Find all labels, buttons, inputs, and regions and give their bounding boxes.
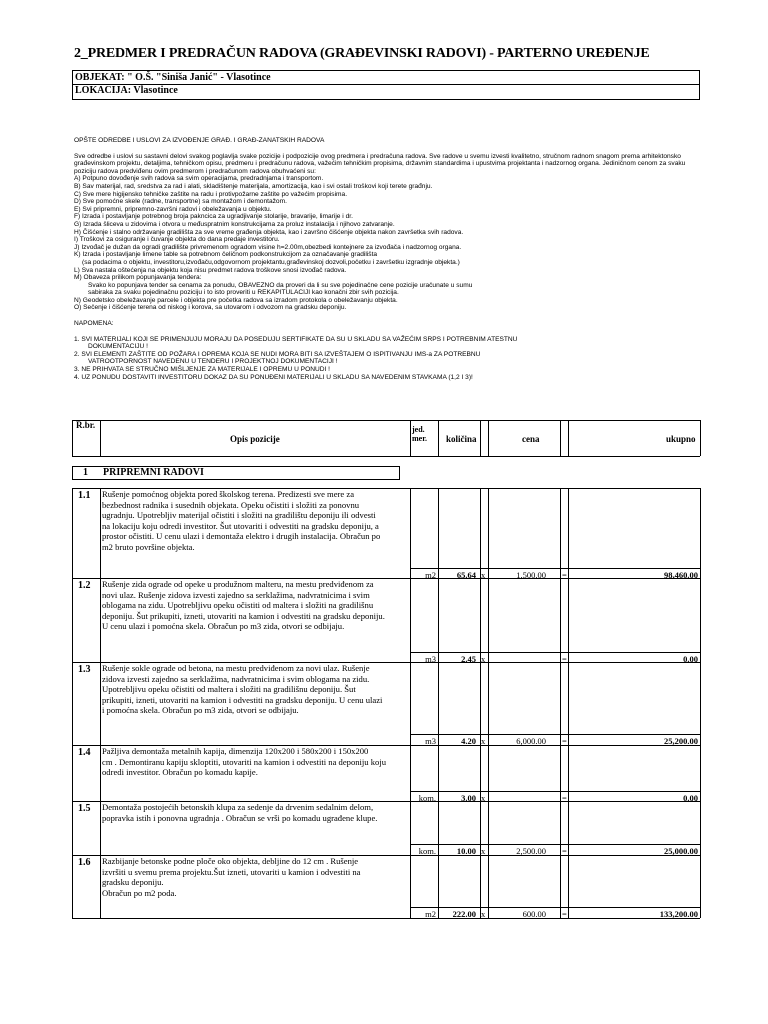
grid-line	[560, 578, 561, 662]
row-equals: =	[562, 654, 567, 664]
row-number: 1.4	[78, 747, 91, 758]
grid-line	[560, 745, 561, 801]
condition-item: A) Potpuno dovođenje svih radova sa svim operacijama, predradnjama i transportom.	[74, 175, 324, 183]
grid-line	[410, 855, 411, 918]
row-equals: =	[562, 793, 567, 803]
row-multiply: x	[481, 570, 486, 580]
row-total: 133,200.00	[659, 909, 698, 919]
grid-line	[560, 662, 561, 745]
row-description: gradsku deponiju.	[102, 877, 164, 887]
grid-line	[438, 578, 439, 662]
grid-line	[488, 801, 489, 855]
grid-line	[410, 488, 411, 578]
grid-line	[700, 420, 701, 456]
row-description: Razbijanje betonske podne ploče oko objekta, debljine do 12 cm . Rušenje	[102, 856, 359, 866]
grid-line	[480, 578, 481, 662]
grid-line	[568, 662, 569, 745]
row-description: na lokaciju koju odredi investitor. Šut utovariti i odvestiti na gradsku deponiju, a	[102, 520, 379, 531]
condition-item: sabiraka za svaku pojedinačnu poziciju i to isto proveriti u REKAPITULACIJI kao konačni zbir svih pozicija.	[88, 289, 399, 297]
row-unit: m2	[425, 570, 436, 580]
row-description: izvršiti u svemu prema projektu.Šut izneti, utovariti u kamion i odvestiti na	[102, 866, 361, 877]
grid-line	[410, 844, 700, 845]
row-unit: kom.	[418, 793, 436, 803]
grid-line	[72, 456, 700, 457]
row-total: 25,000.00	[664, 846, 698, 856]
row-description: ugradnju. Upotrebljiv materijal očistiti i složiti na gradilištu deponiju ili odvesti	[102, 510, 376, 520]
section-box	[72, 466, 400, 480]
row-price: 1,500.00	[516, 570, 546, 580]
condition-item: E) Svi pripremni, pripremno-završni radovi i obeležavanja u objektu.	[74, 205, 272, 213]
grid-line	[410, 907, 700, 908]
row-total: 98,460.00	[664, 570, 698, 580]
grid-line	[72, 420, 73, 456]
grid-line	[488, 855, 489, 918]
row-description: Rušenje zida ograde od opeke u produžnom malteru, na mestu predviđenom za	[102, 579, 374, 589]
condition-item: (sa podacima o objektu, investitoru,izvođaču,odgovornom projektantu,građevinskoj dozvoli,početku i završetku izgradnje objekta.)	[82, 258, 460, 266]
row-total: 25,200.00	[664, 736, 698, 746]
grid-line	[700, 578, 701, 662]
row-description: bezbednost radnika i susednih objekata. Opeku očistiti i složiti za ponovnu	[102, 499, 360, 510]
row-multiply: x	[481, 654, 486, 664]
grid-line	[100, 855, 101, 918]
note-item: 4. UZ PONUDU DOSTAVITI INVESTITORU DOKAZ DA SU PONUĐENI MATERIJALI U SKLADU SA NAVEDENIM STAVKAMA (1,2 I 3)!	[74, 373, 473, 381]
grid-line	[488, 662, 489, 745]
page-title: 2_PREDMER I PREDRAČUN RADOVA (GRAĐEVINSKI RADOVI) - PARTERNO UREĐENJE	[74, 46, 650, 61]
grid-line	[100, 801, 101, 855]
grid-line	[410, 568, 700, 569]
row-description: deponiju. Šut prikupiti, izneti, utovariti na kamion i odvestiti na gradsku deponiju.	[102, 610, 385, 621]
row-unit: kom.	[418, 846, 436, 856]
general-intro: Sve odredbe i uslovi su sastavni delovi svakog poglavlja svake pozicije i podpozicije ovog predmera i predračuna radova. Sve radove u svemu izvesti kvalitetno, stručnom radnom snagom prema arhitektonsko građevinskom projektu, detaljima, tehničkom opisu, predmeru i predračunu radova, važećim tehničkim propisima, državnim standardima i upustvima projektanta i nadzornog organa. Jediničnom cenom za svaku poziciju radova predviđenu ovim predmerom i predračunom radova obuhvaćeni su:	[74, 152, 686, 175]
grid-line	[700, 488, 701, 578]
objekat-label: OBJEKAT: " O.Š. "Siniša Janić" - Vlasotince	[75, 72, 271, 83]
row-description: popravka istih i ponovna ugradnja . Obračun se vrši po komadu ugrađene klupe.	[102, 812, 378, 823]
condition-item: K) Izrada i postavljanje limene table sa potrebnom čeličnom podkonstrukcijom za označavanje gradilišta	[74, 251, 378, 259]
row-description: Demontaža postojećih betonskih klupa za sedenje da drvenim sedalnim delom,	[102, 802, 374, 812]
grid-line	[72, 488, 73, 578]
grid-line	[488, 488, 489, 578]
header-kolicina: količina	[446, 434, 477, 444]
condition-item: M) Obaveza prilikom popunjavanja tendera:	[74, 274, 202, 282]
row-multiply: x	[481, 793, 486, 803]
grid-line	[488, 745, 489, 801]
grid-line	[568, 578, 569, 662]
grid-line	[488, 420, 489, 456]
grid-line	[568, 420, 569, 456]
lokacija-label: LOKACIJA: Vlasotince	[75, 85, 178, 96]
row-total: 0.00	[683, 793, 698, 803]
condition-item: N) Geodetsko obeležavanje parcele i objekta pre početka radova sa izradom protokola o obeležavanju objekta.	[74, 296, 398, 304]
row-quantity: 3.00	[461, 793, 476, 803]
note-item: VATROOTPORNOST NAVEDENU U TENDERU I PROJEKTNOJ DOKUMENTACIJI !	[88, 358, 338, 366]
row-description: odredi investitor. Obračun po komadu kapije.	[102, 767, 258, 777]
condition-item: I) Troškovi za osiguranje i čuvanje objekta do dana predaje investitoru.	[74, 236, 280, 244]
row-description: prikupiti, izneti, utovariti na kamion i odvestiti na gradsku deponiju. U cenu ulazi	[102, 694, 383, 705]
grid-line	[700, 801, 701, 855]
grid-line	[410, 662, 411, 745]
grid-line	[100, 420, 101, 456]
napomena-heading: NAPOMENA:	[74, 320, 114, 328]
grid-line	[560, 488, 561, 578]
condition-item: D) Sve pomoćne skele (radne, transportne) sa montažom i demontažom.	[74, 198, 287, 206]
grid-line	[700, 662, 701, 745]
grid-line	[480, 662, 481, 745]
row-multiply: x	[481, 736, 486, 746]
estimate-table	[72, 420, 700, 918]
note-item: 1. SVI MATERIJALI KOJI SE PRIMENJUJU MORAJU DA POSEDUJU SERTIFIKATE DA SU U SKLADU SA VAŽEĆIM SRPS I POTREBNIM ATESTNU	[74, 335, 518, 343]
row-total: 0.00	[683, 654, 698, 664]
row-description: m2 bruto površine objekta.	[102, 541, 195, 552]
row-price: 2,500.00	[516, 846, 546, 856]
row-unit: m3	[425, 736, 436, 746]
condition-item: L) Sva nastala oštećenja na objektu koja nisu predmet radova troškove snosi izvođač radova.	[74, 266, 347, 274]
header-cena: cena	[522, 434, 540, 444]
row-quantity: 4.20	[461, 736, 476, 746]
condition-item: G) Izrada šliceva u zidovima i otvora u međuspratnim konstrukcijama za proluz instalacija i njihovo zatvaranje.	[74, 220, 395, 228]
row-number: 1.3	[78, 664, 91, 675]
row-description: oblogama na zidu. Upotrebljivu opeku očistiti od maltera i složiti na gradilišnu	[102, 600, 374, 610]
grid-line	[700, 855, 701, 918]
grid-line	[568, 488, 569, 578]
grid-line	[410, 578, 411, 662]
grid-line	[410, 745, 411, 801]
header-jed: jed. mer.	[412, 425, 428, 443]
grid-line	[568, 801, 569, 855]
row-price: 600.00	[522, 909, 546, 919]
grid-line	[480, 420, 481, 456]
row-description: novi ulaz. Rušenje zidova izvesti zajedno sa serklažima, nadvratnicima i svim	[102, 589, 370, 600]
grid-line	[700, 745, 701, 801]
row-unit: m2	[425, 909, 436, 919]
condition-item: B) Sav materijal, rad, sredstva za rad i alati, skladištenje materijala, amortizacija, kao i svi ostali troškovi koji terete građnju.	[74, 182, 433, 190]
grid-line	[100, 662, 101, 745]
condition-item: Svako ko popunjava tender sa cenama za ponudu, OBAVEZNO da proveri da li su sve pojedinačne cene pozicije uračunate u sumu	[88, 281, 473, 289]
grid-line	[438, 488, 439, 578]
header-ukupno: ukupno	[666, 434, 696, 444]
grid-line	[560, 420, 561, 456]
grid-line	[410, 791, 700, 792]
condition-item: O) Sečenje i čišćenje terena od niskog i korova, sa utovarom i odvozom na gradsku deponiju.	[74, 304, 347, 312]
row-number: 1.1	[78, 490, 91, 501]
grid-line	[72, 420, 700, 421]
grid-line	[410, 734, 700, 735]
row-multiply: x	[481, 846, 486, 856]
general-conditions	[74, 137, 700, 381]
grid-line	[410, 801, 411, 855]
row-number: 1.5	[78, 803, 91, 814]
condition-item: H) Čišćenje i stalno održavanje gradilišta za sve vreme građenja objekta, kao i završno čišćenje objekta nakon završetka svih radova.	[74, 228, 464, 236]
row-equals: =	[562, 570, 567, 580]
row-number: 1.6	[78, 857, 91, 868]
row-description: Rušenje sokle ograde od betona, na mestu predviđenom za novi ulaz. Rušenje	[102, 663, 370, 673]
row-description: zidova izvesti zajedno sa serklažima, nadvratnicima i svim oblogama na zidu.	[102, 673, 370, 684]
row-quantity: 222.00	[452, 909, 476, 919]
section-title: PRIPREMNI RADOVI	[103, 467, 204, 478]
grid-line	[72, 918, 700, 919]
row-equals: =	[562, 909, 567, 919]
note-item: DOKUMENTACIJU !	[88, 343, 148, 351]
condition-item: C) Sve mere higijensko tehničke zaštite na radu i protivpožarne zaštite po važećim propisima.	[74, 190, 348, 198]
row-unit: m3	[425, 654, 436, 664]
grid-line	[560, 801, 561, 855]
grid-line	[568, 855, 569, 918]
grid-line	[560, 855, 561, 918]
grid-line	[568, 745, 569, 801]
grid-line	[438, 420, 439, 456]
grid-line	[480, 488, 481, 578]
section-number: 1	[83, 467, 88, 478]
note-item: 2. SVI ELEMENTI ZAŠTITE OD POŽARA I OPREMA KOJA SE NUDI MORA BITI SA IZVEŠTAJEM O ISPITIVANJU IMS-a ZA POTREBNU	[74, 350, 481, 358]
row-equals: =	[562, 846, 567, 856]
condition-item: J) Izvođač je dužan da ogradi gradilište privremenom ogradom visine h=2.00m,obezbedi kontejnere za izvođača i nadzornog organa.	[74, 243, 462, 251]
grid-line	[100, 578, 101, 662]
row-multiply: x	[481, 909, 486, 919]
row-description: Upotrebljivu opeku očistiti od maltera i složiti na gradilišnu deponiju. Šut	[102, 684, 356, 694]
row-description: Obračun po m2 poda.	[102, 887, 177, 898]
grid-line	[72, 662, 73, 745]
grid-line	[100, 488, 101, 578]
grid-line	[72, 578, 73, 662]
grid-line	[72, 745, 73, 801]
condition-item: F) Izrada i postavljanje potrebnog broja pakncica za ugradjivanje stolarije, bravarije, limarije i dr.	[74, 213, 353, 221]
grid-line	[100, 745, 101, 801]
general-heading: OPŠTE ODREDBE I USLOVI ZA IZVOĐENJE GRAĐ. I GRAĐ-ZANATSKIH RADOVA	[74, 137, 325, 144]
row-quantity: 65.64	[456, 570, 476, 580]
grid-line	[488, 578, 489, 662]
row-description: i pomoćna skela. Obračun po m3 zida, otvori se odbijaju.	[102, 705, 299, 715]
grid-line	[410, 652, 700, 653]
grid-line	[72, 801, 73, 855]
row-quantity: 2.45	[461, 654, 476, 664]
note-item: 3. NE PRIHVATA SE STRUČNO MIŠLJENJE ZA MATERIJALE I OPREMU U PONUDI !	[74, 366, 330, 374]
row-description: cm . Demontiranu kapiju skloptiti, utovariti na kamion i odvestiti na deponiju koju	[102, 756, 387, 767]
row-description: U cenu ulazi i pomoćna skela. Obračun po m3 zida, otvori se odbijaju.	[102, 621, 345, 631]
row-price: 6,000.00	[516, 736, 546, 746]
header-rbr: R.br.	[76, 420, 96, 430]
header-opis: Opis pozicije	[230, 434, 280, 444]
object-info-box	[72, 70, 700, 100]
row-description: Pažljiva demontaža metalnih kapija, dimenzija 120x200 i 580x200 i 150x200	[102, 746, 369, 756]
row-equals: =	[562, 736, 567, 746]
row-description: Rušenje pomoćnog objekta pored školskog terena. Predizesti sve mere za	[102, 489, 355, 499]
row-number: 1.2	[78, 580, 91, 591]
grid-line	[438, 662, 439, 745]
row-quantity: 10.00	[456, 846, 476, 856]
row-description: prostor očistiti. U cenu ulazi i demontaža elektro i drugih instalacija. Obračun po	[102, 531, 381, 541]
grid-line	[410, 420, 411, 456]
grid-line	[72, 855, 73, 918]
